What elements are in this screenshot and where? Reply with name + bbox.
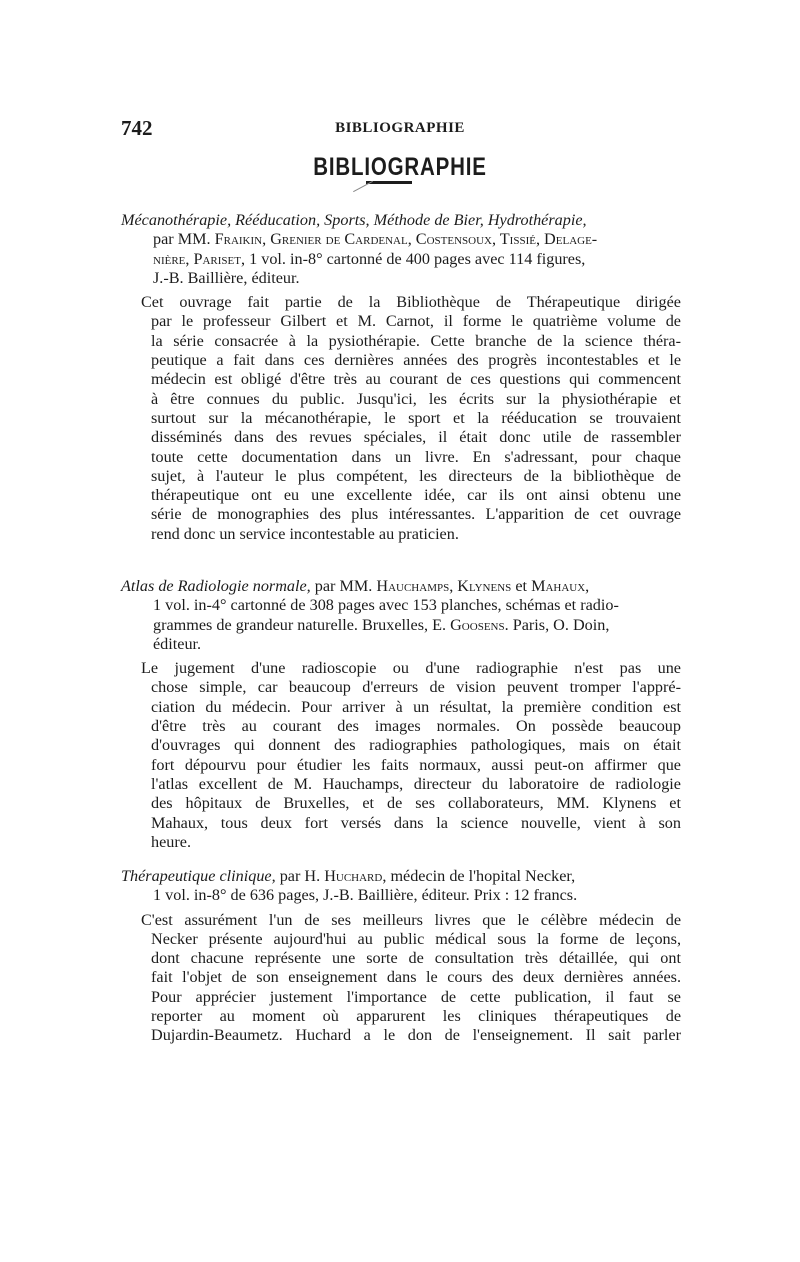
header-line: [121, 269, 681, 288]
page-number: 742: [121, 116, 153, 140]
body-line: Cet ouvrage fait partie de la Bibliothèque de Thérapeutique dirigée: [141, 293, 681, 312]
header-line: 1 vol. in-4° cartonné de 308 pages avec 153 planches, schémas et radio-: [153, 596, 619, 615]
body-line: d'être très au courant des images normales. On possède beaucoup: [151, 717, 681, 736]
body-line: série de monographies des plus intéressantes. L'apparition de cet ouvrage: [151, 505, 681, 524]
authors: Mahaux,: [531, 577, 590, 595]
body-line: heure.: [151, 832, 191, 851]
body-line: Pour apprécier justement l'importance de cette publication, il faut se: [151, 987, 681, 1006]
authors: Huchard: [324, 867, 383, 885]
body-line: disséminés dans des revues spéciales, il était donc utile de rassembler: [151, 428, 681, 447]
authors: nière, Pariset: [153, 249, 241, 268]
body-line: C'est assurément l'un de ses meilleurs livres que le célèbre médecin de: [141, 910, 681, 929]
body-line: ciation du médecin. Pour arriver à un résultat, la première condition est: [151, 697, 681, 716]
review-therapeutique-clinique: [121, 867, 681, 1046]
body-line: Dujardin-Beaumetz. Huchard a le don de l'enseignement. Il sait parler: [151, 1026, 681, 1045]
review-body: [121, 293, 681, 544]
review-atlas-radiologie: [121, 577, 681, 852]
review-mecanotherapie: [121, 211, 681, 544]
book-title: Thérapeutique clinique,: [121, 867, 276, 885]
body-line: Le jugement d'une radioscopie ou d'une radiographie n'est pas une: [141, 659, 681, 678]
body-line: sujet, à l'auteur le plus compétent, les directeurs de la bibliothèque de: [151, 466, 681, 485]
review-header: Atlas de Radiologie normale, par MM. Hauchamps, Klynens et Mahaux, 1 vol. in-4° cartonné de 308 pages avec 153 planches, schémas et radio- grammes de grandeur naturelle. Bruxelles, E. Goosens. Paris, O. Doin, éditeur.: [121, 577, 681, 654]
body-line: reporter au moment où apparurent les cliniques thérapeutiques de: [151, 1007, 681, 1026]
header-line: grammes de grandeur naturelle. Bruxelles, E. Goosens. Paris, O. Doin,: [153, 615, 610, 634]
body-line: à être connues du public. Jusqu'ici, les écrits sur la physiothérapie et: [151, 389, 681, 408]
body-line: fait l'objet de son enseignement dans le cours des deux dernières années.: [151, 968, 681, 987]
body-line: dont chacune représente une sorte de consultation très détaillée, qui ont: [151, 949, 681, 968]
body-line: surtout sur la mécanothérapie, le sport et la rééducation se trouvaient: [151, 408, 681, 427]
body-line: toute cette documentation dans un livre. En s'adressant, pour chaque: [151, 447, 681, 466]
body-line: peutique a fait dans ces dernières années des progrès incontestables et le: [151, 351, 681, 370]
title-ornament-mark: [353, 181, 373, 192]
header-line: éditeur.: [153, 634, 202, 653]
body-line: thérapeutique ont eu une excellente idée, car ils ont ainsi obtenu une: [151, 486, 681, 505]
body-line: Mahaux, tous deux fort versés dans la science nouvelle, vient à son: [151, 813, 681, 832]
body-line: Necker présente aujourd'hui au public médical sous la forme de leçons,: [151, 929, 681, 948]
publisher: J.-B. Baillière, éditeur.: [153, 268, 300, 287]
header-line: nière, Pariset, 1 vol. in-8° cartonné de 400 pages avec 114 figures,: [153, 249, 586, 268]
body-line: médecin est obligé d'être très au courant de ces questions qui commencent: [151, 370, 681, 389]
review-header: Thérapeutique clinique, par H. Huchard, médecin de l'hopital Necker, 1 vol. in-8° de 636 pages, J.-B. Baillière, éditeur. Prix : 12 francs.: [121, 867, 681, 906]
review-header: [121, 211, 681, 288]
publisher: E. Goosens: [432, 615, 505, 634]
book-title: Mécanothérapie, Rééducation, Sports, Méthode de Bier, Hydrothérapie,: [121, 211, 587, 229]
authors: Fraikin, Grenier de Cardenal, Costensoux, Tissié, Delage-: [214, 230, 598, 249]
body-line: des hôpitaux de Bruxelles, et de ses collaborateurs, MM. Klynens et: [151, 794, 681, 813]
body-line: la série consacrée à la pysiothérapie. Cette branche de la science théra-: [151, 331, 681, 350]
body-line: par le professeur Gilbert et M. Carnot, il forme le quatrième volume de: [151, 312, 681, 331]
body-line: d'ouvrages qui donnent des radiographies pathologiques, mais on était: [151, 736, 681, 755]
authors: Hauchamps, Klynens: [376, 577, 512, 595]
body-line: fort dépourvu pour étudier les faits normaux, aussi peut-on affirmer que: [151, 755, 681, 774]
header-line: 1 vol. in-8° de 636 pages, J.-B. Baillière, éditeur. Prix : 12 francs.: [153, 886, 578, 905]
body-line: rend donc un service incontestable au praticien.: [151, 524, 459, 543]
section-title: BIBLIOGRAPHIE: [313, 153, 487, 181]
body-line: chose simple, car beaucoup d'erreurs de vision peuvent tromper l'appré-: [151, 678, 681, 697]
review-body: [121, 911, 681, 1046]
running-head: [121, 116, 679, 140]
body-line: l'atlas excellent de M. Hauchamps, directeur du laboratoire de radiologie: [151, 774, 681, 793]
running-title: BIBLIOGRAPHIE: [335, 120, 465, 136]
header-line: par MM. Fraikin, Grenier de Cardenal, Costensoux, Tissié, Delage-: [153, 230, 598, 249]
review-body: [121, 659, 681, 852]
book-title: Atlas de Radiologie normale,: [121, 577, 311, 595]
